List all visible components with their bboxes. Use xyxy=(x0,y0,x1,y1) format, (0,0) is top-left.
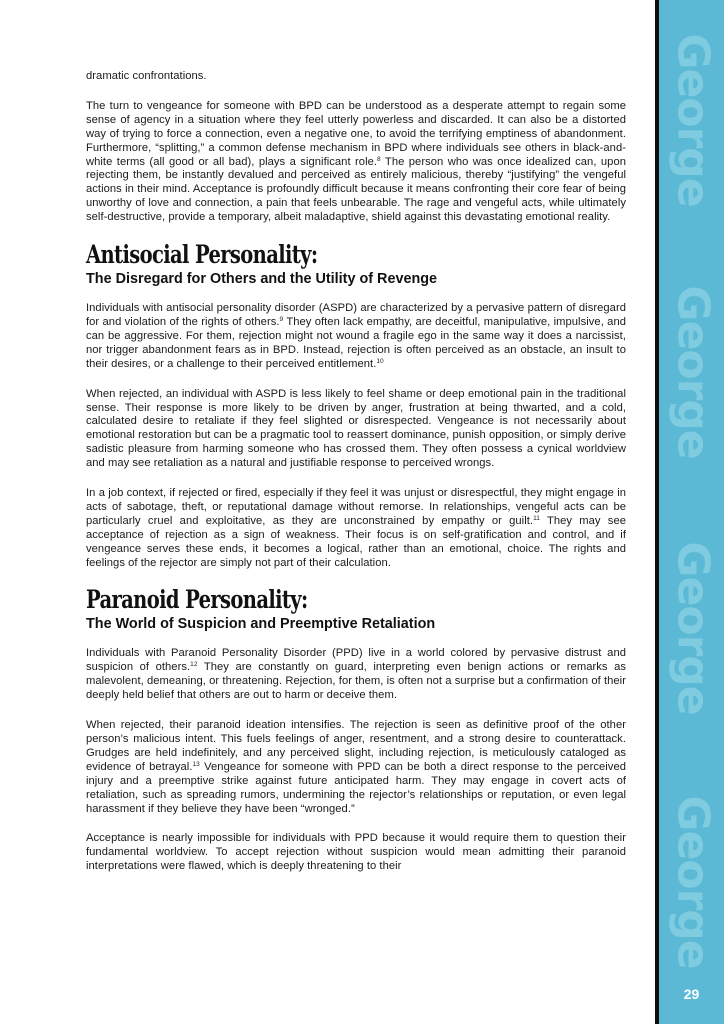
paragraph: In a job context, if rejected or fired, especially if they feel it was unjust or disrespectful, they might engage in acts of sabotage, theft, or reputational damage without remorse. In relationships, vengeful acts can be particularly cruel and exploitative, as they are unconstrained by empathy or guilt.$^{11}$ They may see acceptance of rejection as a sign of weakness. Their focus is on self-gratification and control, and if vengeance serves these ends, it becomes a logical, rather than an emotional, choice. The rights and feelings of the rejector are simply not part of their calculation. xyxy=(86,487,626,569)
footnote-ref: 10 xyxy=(376,357,384,365)
paragraph: dramatic confrontations. xyxy=(86,70,207,82)
footnote-ref: 11 xyxy=(533,514,540,522)
paragraph: When rejected, their paranoid ideation intensifies. The rejection is seen as definitive proof of the other person’s malicious intent. This fuels feelings of anger, resentment, and a strong desire to counterattack. Grudges are held indefinitely, and any perceived slight, including rejection, is meticulously cataloged as evidence of betrayal.$^{13}$ Vengeance for someone with PPD can be both a direct response to the perceived injury and a preemptive strike against future anticipated harm. They may engage in covert acts of retaliation, such as spreading rumors, undermining the rejector’s relationships or reputation, or even legal harassment if they believe they have been “wronged.” xyxy=(86,719,626,815)
page-body xyxy=(86,70,626,890)
paragraph: Individuals with antisocial personality disorder (ASPD) are characterized by a pervasive pattern of disregard for and violation of the rights of others.$^9$ They often lack empathy, are deceitful, manipulative, impulsive, and can be aggressive. For them, rejection might not wound a fragile ego in the same way it does a narcissist, nor trigger abandonment fears as in BPD. Instead, rejection is often perceived as an obstacle, an insult to their desires, or a challenge to their perceived entitlement.$^{10}$ xyxy=(86,302,626,370)
footnote-ref: 13 xyxy=(192,760,200,768)
sidebar-strip: George George George George 29 xyxy=(655,0,724,1024)
section-heading: Antisocial Personality: xyxy=(86,240,318,270)
section-subheading: The World of Suspicion and Preemptive Retaliation xyxy=(86,616,436,633)
section-subheading: The Disregard for Others and the Utility of Revenge xyxy=(86,271,438,288)
section-heading: Paranoid Personality: xyxy=(86,585,308,615)
paragraph: When rejected, an individual with ASPD is less likely to feel shame or deep emotional pain in the traditional sense. Their response is more likely to be driven by anger, frustration at being thwarted, and a cold, calculated desire to retaliate if they feel slighted or disrespected. Vengeance is not necessarily about emotional restoration but can be a pragmatic tool to reassert dominance, punish opposition, or simply derive sadistic pleasure from harming someone who has crossed them. They often possess a cynical worldview and may see retaliation as a natural and justifiable response to perceived wrongs. xyxy=(86,387,626,470)
paragraph: Individuals with Paranoid Personality Disorder (PPD) live in a world colored by pervasive distrust and suspicion of others.$^{12}$ They are constantly on guard, interpreting even benign actions or remarks as malevolent, demeaning, or threatening. Rejection, for them, is often not a surprise but a confirmation of their deeply held belief that others are out to harm or deceive them. xyxy=(86,647,627,702)
footnote-ref: 8 xyxy=(377,155,381,163)
footnote-ref: 12 xyxy=(190,661,198,669)
page-number: 29 xyxy=(683,986,700,1002)
footnote-ref: 9 xyxy=(279,315,284,323)
paragraph: The turn to vengeance for someone with BPD can be understood as a desperate attempt to regain some sense of agency in a situation where they feel utterly powerless and discarded. It can also be a distorted way of trying to force a connection, even a negative one, to avoid the terrifying emptiness of abandonment. Furthermore, “splitting,” a common defense mechanism in BPD where individuals see others in black-and-white terms (all good or all bad), plays a significant role.$^8$ The person who was once idealized can, upon rejecting them, be instantly devalued and perceived as entirely malicious, thereby “justifying” the vengeful actions in their mind. Acceptance is profoundly difficult because it means confronting their core fear of being unworthy of love and connection, a pain that feels unbearable. The rage and vengeful acts, while ultimately self-destructive, provide a temporary, albeit maladaptive, shield against this devastating emotional reality. xyxy=(86,99,626,224)
paragraph: Acceptance is nearly impossible for individuals with PPD because it would require them to question their fundamental worldview. To accept rejection without suspicion would mean admitting their paranoid interpretations were flawed, which is deeply threatening to their xyxy=(86,832,626,873)
